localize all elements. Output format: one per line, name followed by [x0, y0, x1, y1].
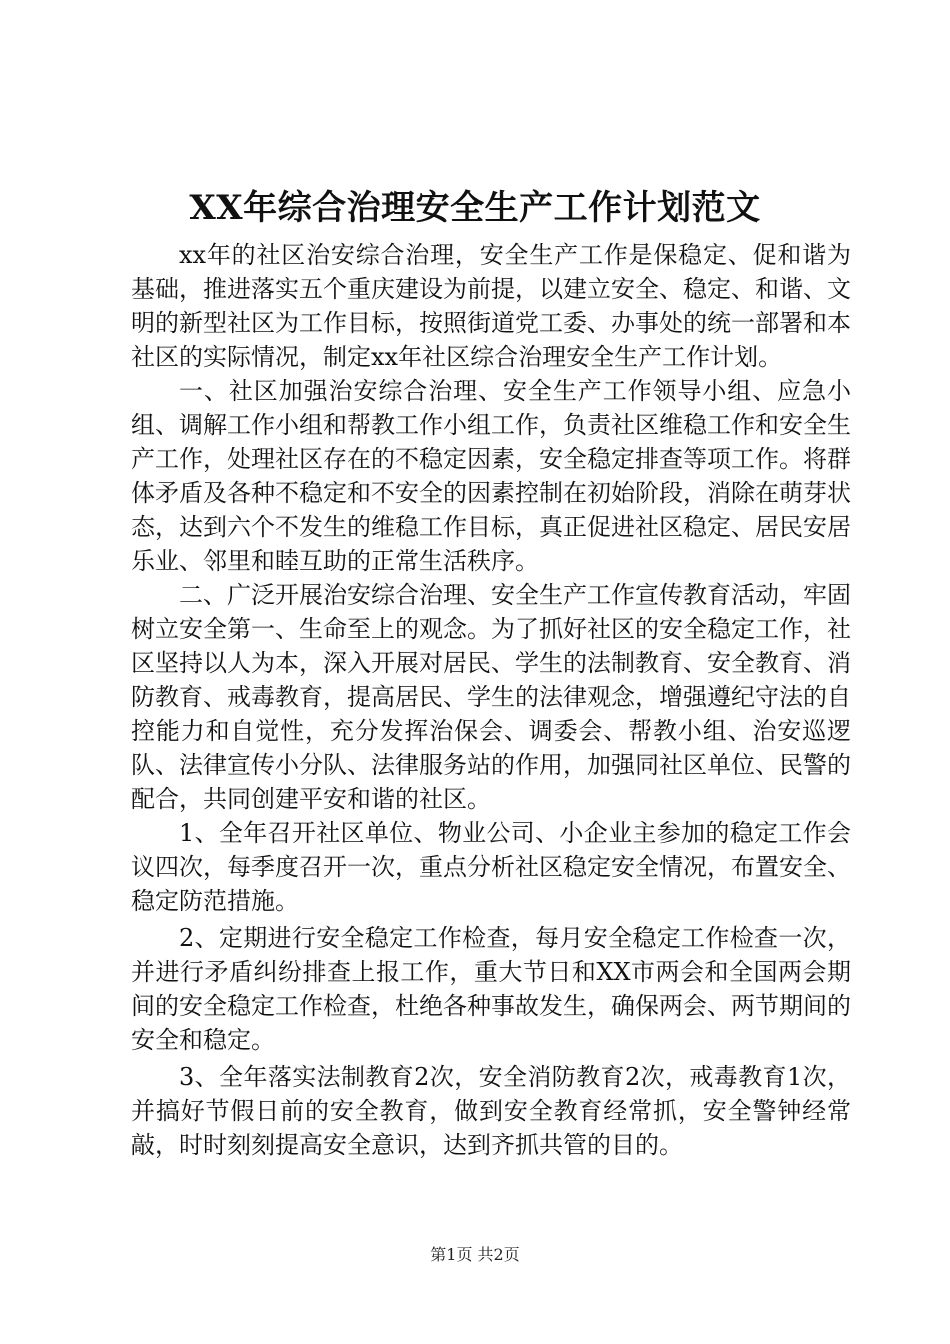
paragraph-section-2: 二、广泛开展治安综合治理、安全生产工作宣传教育活动，牢固树立安全第一、生命至上的观念。为了抓好社区的安全稳定工作，社区坚持以人为本，深入开展对居民、学生的法制教育、安全教育、消防教育、戒毒教育，提高居民、学生的法律观念，增强遵纪守法的自控能力和自觉性，充分发挥治保会、调委会、帮教小组、治安巡逻队、法律宣传小分队、法律服务站的作用，加强同社区单位、民警的配合，共同创建平安和谐的社区。 [131, 581, 851, 813]
page-number: 第1页 共2页 [430, 1245, 520, 1264]
paragraph-section-1: 一、社区加强治安综合治理、安全生产工作领导小组、应急小组、调解工作小组和帮教工作小组工作，负责社区维稳工作和安全生产工作，处理社区存在的不稳定因素，安全稳定排查等项工作。将群体矛盾及各种不稳定和不安全的因素控制在初始阶段，消除在萌芽状态，达到六个不发生的维稳工作目标，真正促进社区稳定、居民安居乐业、邻里和睦互助的正常生活秩序。 [131, 377, 851, 575]
document-title: XX年综合治理安全生产工作计划范文 [189, 188, 761, 228]
paragraph-item-2: 2、定期进行安全稳定工作检查，每月安全稳定工作检查一次，并进行矛盾纠纷排查上报工作，重大节日和XX市两会和全国两会期间的安全稳定工作检查，杜绝各种事故发生，确保两会、两节期间的安全和稳定。 [131, 924, 851, 1054]
document-body [131, 238, 851, 1162]
paragraph-item-3: 3、全年落实法制教育2次，安全消防教育2次，戒毒教育1次，并搞好节假日前的安全教育，做到安全教育经常抓，安全警钟经常敲，时时刻刻提高安全意识，达到齐抓共管的目的。 [131, 1063, 851, 1159]
paragraph-item-1: 1、全年召开社区单位、物业公司、小企业主参加的稳定工作会议四次，每季度召开一次，重点分析社区稳定安全情况，布置安全、稳定防范措施。 [131, 819, 851, 915]
paragraph-intro: xx年的社区治安综合治理，安全生产工作是保稳定、促和谐为基础，推进落实五个重庆建设为前提，以建立安全、稳定、和谐、文明的新型社区为工作目标，按照街道党工委、办事处的统一部署和本社区的实际情况，制定xx年社区综合治理安全生产工作计划。 [131, 241, 851, 371]
